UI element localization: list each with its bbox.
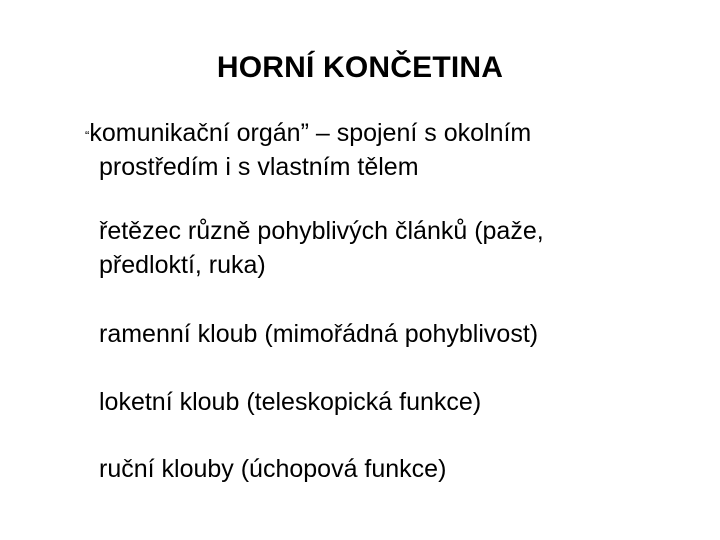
paragraph-wrist-joints <box>99 452 446 486</box>
paragraph-line: předloktí, ruka) <box>99 251 266 279</box>
paragraph-line: ruční klouby (úchopová funkce) <box>99 455 447 483</box>
paragraph-shoulder-joint <box>99 317 538 351</box>
paragraph-line: prostředím i s vlastním tělem <box>99 153 419 181</box>
paragraph-line <box>85 116 531 150</box>
paragraph-line: loketní kloub (teleskopická funkce) <box>99 388 482 416</box>
slide-title: HORNÍ KONČETINA <box>216 51 504 84</box>
paragraph-chain-of-segments <box>99 214 544 282</box>
opening-quote-mark: “ <box>85 128 90 143</box>
paragraph-communication-organ <box>85 116 531 184</box>
paragraph-elbow-joint <box>99 385 481 419</box>
paragraph-line: ramenní kloub (mimořádná pohyblivost) <box>99 320 539 348</box>
paragraph-line: řetězec různě pohyblivých článků (paže, <box>99 217 544 245</box>
paragraph-text: komunikační orgán” – spojení s okolním <box>89 119 532 147</box>
